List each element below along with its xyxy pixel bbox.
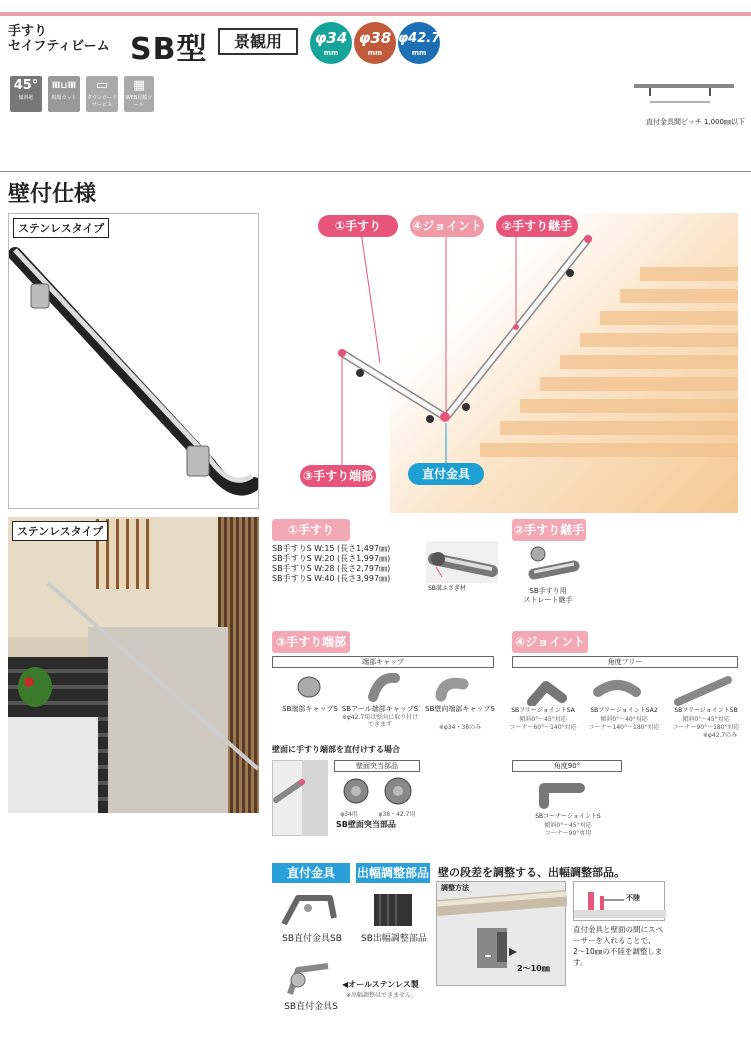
adjust-description: 直付金具と壁面の間にスペーサーを入れることで、2〜10㎜の不陸を調整します。 xyxy=(573,925,663,967)
sec3-heading: ③手すり端部 xyxy=(272,631,350,653)
callout-end: ③手すり端部 xyxy=(300,465,376,487)
bracket-s-label: SB直付金具S xyxy=(284,1002,338,1012)
bracket-sb-image xyxy=(278,888,340,932)
callout-splice: ②手すり継手 xyxy=(496,215,578,237)
web-tool-icon: ▦ WEB見積ツール xyxy=(124,76,154,112)
slope-45-icon: 45° 傾斜地 xyxy=(10,76,42,112)
diameter-badge-38: φ38 mm xyxy=(354,22,396,64)
photo-installed-stairs xyxy=(8,517,259,813)
photo1-type-label: ステンレスタイプ xyxy=(13,218,109,238)
section-title: 壁付仕様 xyxy=(8,182,97,207)
wall-part-name: SB壁面突当部品 xyxy=(336,820,396,829)
joint-sb-size-note: ※φ42.7のみ xyxy=(702,732,738,739)
joint-sa-note1: 傾斜0°〜45°対応 xyxy=(519,716,567,723)
straight-splice-image xyxy=(526,544,582,584)
product-title-line2: セイフティビーム xyxy=(8,39,110,54)
pitch-note: 直付金具間ピッチ 1,000㎜以下 xyxy=(646,118,745,126)
wall-butt-parts-images xyxy=(336,775,420,809)
joint-sa-note2: コーナー60°〜140°対応 xyxy=(509,724,577,731)
adjust-title: 壁の段差を調整する、出幅調整部品。 xyxy=(438,866,625,879)
corner-joint-note1: 傾斜0°〜45°対応 xyxy=(544,822,592,829)
round-end-cap-note: ※φ42.7用は壁向に取り付けできます xyxy=(341,714,419,728)
wall-size-34: φ34用 xyxy=(340,811,358,818)
product-title-line1: 手すり xyxy=(8,24,48,39)
sec2-caption2: ストレート継手 xyxy=(523,596,573,604)
sec5-heading-bracket: 直付金具 xyxy=(272,863,350,883)
joint-sb-note2: コーナー90°〜180°対応 xyxy=(672,724,740,731)
sec1-item: SB手すりS W:40 (長さ3,997㎜) xyxy=(272,574,391,583)
corner-joint-note2: コーナー90°専用 xyxy=(544,830,592,837)
joint-sb-note1: 傾斜0°〜45°対応 xyxy=(682,716,730,723)
spacer-label: SB出幅調整部品 xyxy=(361,934,427,944)
sec2-caption1: SB手すり用 xyxy=(529,587,567,595)
download-icon: ▭ ダウンロードサービス xyxy=(86,76,118,112)
wall-end-cap-note: ※φ34・38のみ xyxy=(438,724,482,731)
bracket-s-image xyxy=(282,960,338,1000)
sec2-heading: ②手すり継手 xyxy=(512,519,586,541)
wall-mount-title: 壁面に手すり端部を直付けする場合 xyxy=(272,745,400,754)
joint-sa2-label: SBフリージョイントSA2 xyxy=(590,707,658,714)
adjust-method-label: 調整方法 xyxy=(441,884,469,892)
sec1-image-caption: SB溝ふさぎ材 xyxy=(428,585,466,592)
sec4-heading: ④ジョイント xyxy=(512,631,588,653)
spacer-image xyxy=(368,886,420,932)
callout-bracket: 直付金具 xyxy=(408,463,484,485)
joint-sb-label: SBフリージョイントSB xyxy=(674,707,738,714)
uneven-diagram xyxy=(573,881,665,921)
end-cap-s-label: SB端部キャップS xyxy=(282,705,338,713)
section-divider xyxy=(0,171,751,172)
handrail-closeup-illustration xyxy=(9,214,259,509)
all-stainless-label: ◀オールステンレス製 xyxy=(342,980,419,989)
callout-handrail: ①手すり xyxy=(318,215,398,237)
all-stainless-note: ※出幅調整はできません。 xyxy=(346,992,418,999)
model-name: SB型 xyxy=(130,32,208,67)
wall-size-38-42: φ38・42.7用 xyxy=(378,811,416,818)
installed-handrail-line xyxy=(8,517,259,813)
system-diagram xyxy=(270,213,738,513)
free-joints-images xyxy=(518,672,734,706)
uneven-diagram-svg xyxy=(574,882,666,922)
sec3-group: 端部キャップ xyxy=(272,656,494,668)
sec1-item: SB手すりS W:15 (長さ1,497㎜) xyxy=(272,544,391,553)
wall-end-cap-label: SB壁向端部キャップS xyxy=(425,705,495,713)
photo2-type-label: ステンレスタイプ xyxy=(12,521,108,541)
diameter-badge-34: φ34 mm xyxy=(310,22,352,64)
adjust-method-box xyxy=(436,881,566,986)
sec1-item: SB手すりS W:20 (長さ1,997㎜) xyxy=(272,554,391,563)
sec4-group: 角度フリー xyxy=(512,656,738,668)
bracket-sb-label: SB直付金具SB xyxy=(282,934,342,944)
category-tag: 景観用 xyxy=(218,28,298,55)
joint-sa2-note1: 傾斜0°〜40°対応 xyxy=(600,716,648,723)
joint-sa-label: SBフリージョイントSA xyxy=(511,707,575,714)
round-end-cap-label: SBアール端部キャップS xyxy=(341,705,419,713)
sec4-group2: 角度90° xyxy=(512,760,622,772)
sec1-heading: ①手すり xyxy=(272,519,350,541)
callout-joint: ④ジョイント xyxy=(410,215,484,237)
corner-joint-image xyxy=(534,776,594,812)
uneven-label: 不陸 xyxy=(626,894,640,902)
end-caps-images xyxy=(293,672,473,702)
header-accent-bar xyxy=(0,12,751,16)
pitch-diagram xyxy=(630,80,740,116)
adjust-range: 2〜10㎜ xyxy=(517,964,550,973)
sec5-heading-spacer: 出幅調整部品 xyxy=(356,863,430,883)
sb-groove-cover-image xyxy=(426,541,498,583)
onsite-cut-icon: Ⅲ⊔Ⅲ 現場カット xyxy=(48,76,80,112)
sec1-item: SB手すりS W:28 (長さ2,797㎜) xyxy=(272,564,391,573)
joint-sa2-note2: コーナー140°〜180°対応 xyxy=(588,724,660,731)
diameter-badge-42-7: φ42.7 mm xyxy=(398,22,440,64)
wall-group: 壁面突当部品 xyxy=(334,760,420,772)
photo-handrail-closeup xyxy=(8,213,259,509)
wall-end-diagram xyxy=(272,760,328,836)
sec1-item-list xyxy=(272,544,432,584)
corner-joint-label: SBコーナージョイントS xyxy=(535,813,601,820)
